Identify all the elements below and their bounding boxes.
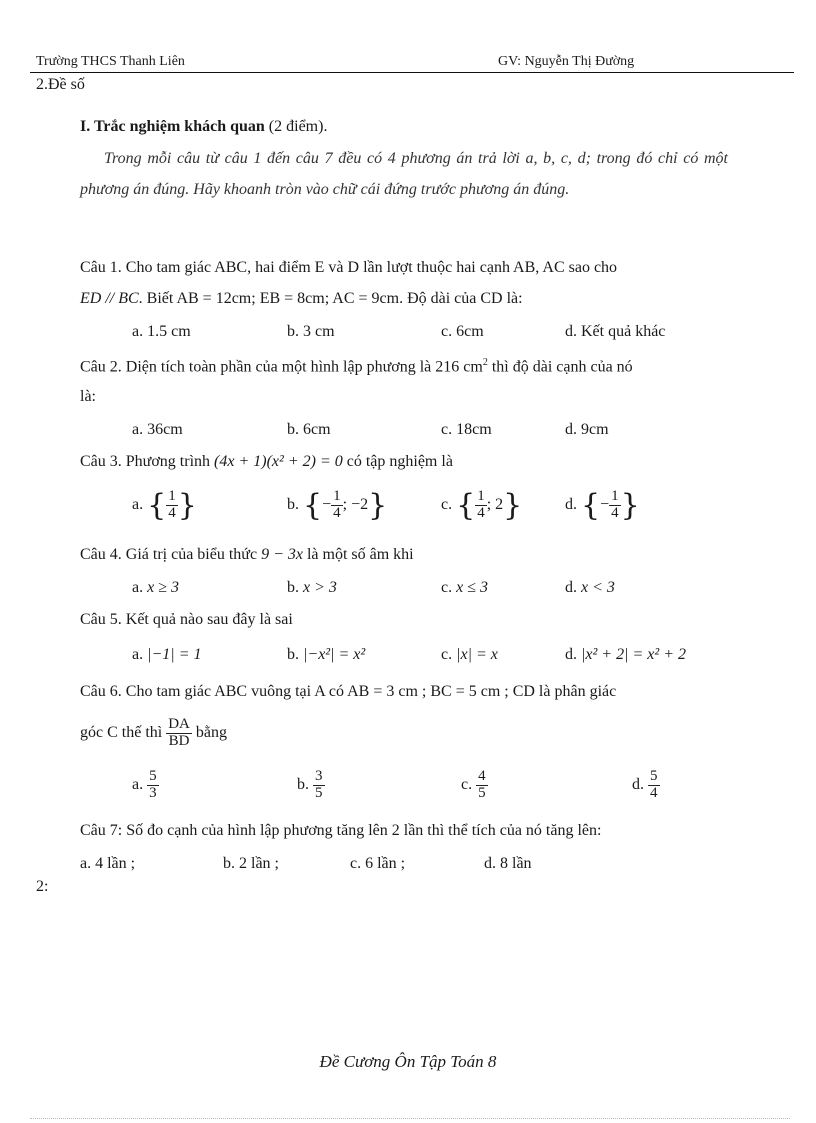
q4-option-d — [565, 579, 615, 597]
q1-line2 — [80, 290, 523, 308]
q4-expr: 9 − 3x — [261, 546, 303, 563]
q3-line — [80, 453, 453, 471]
q4-value: x > 3 — [303, 579, 337, 596]
frac-num: 1 — [611, 488, 619, 505]
q3-a-fraction — [166, 489, 178, 522]
q4-option-c — [441, 579, 488, 597]
q4-label: c. — [441, 579, 453, 596]
q3-option-a — [132, 488, 197, 523]
minus-sign: − — [600, 496, 610, 514]
frac-den: 4 — [168, 505, 176, 521]
q2-value: 216 cm — [435, 358, 483, 376]
q3-option-d — [565, 488, 640, 523]
q2-line1 — [80, 357, 633, 376]
header-teacher: GV: Nguyễn Thị Đường — [498, 54, 635, 69]
q6-option-b — [297, 769, 325, 802]
right-brace-icon: } — [368, 488, 388, 523]
part-title-rest: (2 điểm). — [264, 118, 328, 135]
q3-label-d: d. — [565, 496, 577, 514]
q6-option-d — [632, 769, 660, 802]
frac-num: 5 — [650, 768, 658, 784]
q6-fraction — [313, 769, 325, 802]
q2-sup: 2 — [482, 357, 488, 368]
q3-c-fraction — [475, 489, 487, 522]
frac-den: 3 — [149, 784, 157, 801]
q7-option-d: d. 8 lần — [484, 855, 532, 872]
q5-value: |−1| = 1 — [147, 646, 202, 663]
q6-fraction — [147, 769, 159, 802]
q2-text-a: Câu 2. Diện tích toàn phần của một hình lập phương là — [80, 358, 432, 376]
q1-line1: Câu 1. Cho tam giác ABC, hai điểm E và D lần lượt thuộc hai cạnh AB, AC sao cho — [80, 259, 618, 276]
q5-value: |x² + 2| = x² + 2 — [581, 646, 686, 663]
q2-line2: là: — [80, 388, 96, 405]
q6-option-c — [461, 769, 488, 802]
q3-option-c — [441, 488, 522, 523]
q3-b-fraction — [331, 489, 343, 522]
footer-title: Đề Cương Ôn Tập Toán 8 — [319, 1052, 497, 1071]
q6-text-b: bằng — [195, 723, 227, 741]
right-brace-icon: } — [503, 488, 523, 523]
q1-option-d: d. Kết quả khác — [565, 323, 666, 340]
q6-fraction — [648, 769, 660, 802]
minus-sign: − — [322, 496, 332, 514]
right-brace-icon: } — [620, 488, 640, 523]
q1-option-c: c. 6cm — [441, 323, 484, 340]
frac-den: 5 — [315, 784, 323, 801]
q5-label: b. — [287, 646, 299, 663]
q6-fraction — [476, 769, 488, 802]
frac-num: 3 — [315, 768, 323, 784]
q5-label: d. — [565, 646, 577, 663]
section-number: 2.Đề số — [36, 76, 85, 93]
q2-option-c: c. 18cm — [441, 421, 492, 438]
frac-den: 4 — [333, 505, 341, 521]
frac-num: DA — [168, 716, 190, 732]
q7-option-c: c. 6 lần ; — [350, 855, 406, 872]
frac-num: 1 — [477, 488, 485, 505]
part-title-bold: I. Trắc nghiệm khách quan — [80, 118, 265, 135]
q3-c-rest: ; 2 — [486, 496, 504, 514]
q4-line — [80, 546, 414, 564]
q4-value: x < 3 — [581, 579, 615, 596]
q1-math: ED // BC — [80, 290, 139, 307]
q2-option-b: b. 6cm — [287, 421, 331, 438]
left-brace-icon: { — [581, 488, 601, 523]
q6-label: a. — [132, 775, 144, 793]
q4-label: d. — [565, 579, 577, 596]
q5-line: Câu 5. Kết quả nào sau đây là sai — [80, 611, 293, 628]
q4-text-b: là một số âm khi — [306, 546, 414, 563]
q6-text-a: góc C thế thì — [80, 723, 163, 741]
header-divider — [30, 72, 794, 73]
q6-ratio-fraction — [166, 717, 192, 750]
q7-option-a: a. 4 lần ; — [80, 855, 136, 872]
q6-label: c. — [461, 775, 473, 793]
q5-label: a. — [132, 646, 144, 663]
left-brace-icon: { — [303, 488, 323, 523]
q3-text-b: có tập nghiệm là — [346, 453, 453, 470]
q7-option-b: b. 2 lần ; — [223, 855, 279, 872]
q6-line2 — [80, 717, 227, 750]
q3-b-rest: ; −2 — [342, 496, 369, 514]
left-brace-icon: { — [147, 488, 167, 523]
frac-den: 4 — [477, 505, 485, 521]
left-brace-icon: { — [456, 488, 476, 523]
right-brace-icon: } — [177, 488, 197, 523]
q2-option-d: d. 9cm — [565, 421, 609, 438]
q4-label: a. — [132, 579, 144, 596]
frac-den: BD — [168, 732, 190, 749]
q5-value: |x| = x — [456, 646, 498, 663]
q6-label: b. — [297, 775, 309, 793]
frac-den: 4 — [650, 784, 658, 801]
q3-d-fraction — [609, 489, 621, 522]
q1-option-a: a. 1.5 cm — [132, 323, 191, 340]
part-title — [80, 118, 327, 136]
q6-label: d. — [632, 775, 644, 793]
q4-option-a — [132, 579, 179, 597]
frac-den: 4 — [611, 505, 619, 521]
q1-line2-text: . Biết AB = 12cm; EB = 8cm; AC = 9cm. Độ dài của CD là: — [138, 290, 523, 307]
q3-label-c: c. — [441, 496, 453, 514]
q4-label: b. — [287, 579, 299, 596]
q4-value: x ≥ 3 — [147, 579, 179, 596]
q3-text-a: Câu 3. Phương trình — [80, 453, 211, 470]
frac-num: 5 — [149, 768, 157, 784]
q7-line: Câu 7: Số đo cạnh của hình lập phương tăng lên 2 lần thì thể tích của nó tăng lên: — [80, 822, 602, 839]
frac-num: 4 — [478, 768, 486, 784]
q4-option-b — [287, 579, 337, 597]
q3-label-a: a. — [132, 496, 144, 514]
q2-option-a: a. 36cm — [132, 421, 183, 438]
q5-option-c — [441, 646, 498, 664]
q5-label: c. — [441, 646, 453, 663]
instructions: Trong mỗi câu từ câu 1 đến câu 7 đều có 4 phương án trả lời a, b, c, d; trong đó chỉ có một phương án đúng. Hãy khoanh tròn vào chữ cái đứng trước phương án đúng. — [80, 150, 728, 198]
q3-option-b — [287, 488, 387, 523]
q3-label-b: b. — [287, 496, 299, 514]
q5-option-a — [132, 646, 202, 664]
q5-option-d — [565, 646, 686, 664]
q5-value: |−x²| = x² — [303, 646, 366, 663]
footer-divider — [30, 1118, 790, 1119]
q4-text-a: Câu 4. Giá trị của biểu thức — [80, 546, 258, 563]
q2-text-b: thì độ dài cạnh của nó — [487, 358, 633, 376]
frac-num: 1 — [333, 488, 341, 505]
section-end-label: 2: — [36, 878, 49, 895]
frac-den: 5 — [478, 784, 486, 801]
frac-num: 1 — [168, 488, 176, 505]
q3-equation: (4x + 1)(x² + 2) = 0 — [214, 453, 343, 470]
q6-option-a — [132, 769, 159, 802]
q5-option-b — [287, 646, 365, 664]
q4-value: x ≤ 3 — [456, 579, 488, 596]
header-school: Trường THCS Thanh Liên — [36, 54, 185, 69]
q1-option-b: b. 3 cm — [287, 323, 335, 340]
q6-line1: Câu 6. Cho tam giác ABC vuông tại A có AB = 3 cm ; BC = 5 cm ; CD là phân giác — [80, 683, 617, 700]
